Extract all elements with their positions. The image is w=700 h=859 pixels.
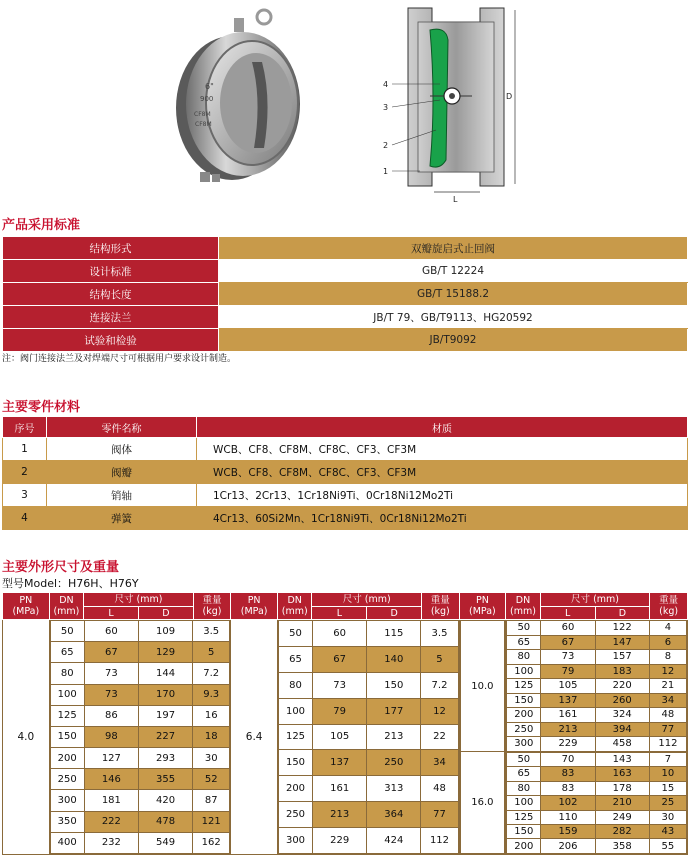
dn-cell: 65 <box>278 646 312 672</box>
weight-header-unit: (kg) <box>659 606 679 617</box>
dn-header-unit: (mm) <box>281 606 308 617</box>
standards-value: 双瓣旋启式止回阀 <box>219 237 688 260</box>
weight-cell: 10 <box>649 767 686 781</box>
l-cell: 127 <box>84 748 138 769</box>
pn-cell: 6.4 <box>231 620 278 855</box>
weight-cell: 15 <box>649 781 686 795</box>
l-cell: 137 <box>313 750 367 776</box>
l-cell: 73 <box>84 663 138 684</box>
dn-cell: 80 <box>507 650 541 665</box>
dn-cell: 80 <box>50 663 84 684</box>
dimensions-title: 主要外形尺寸及重量 <box>2 560 120 575</box>
table-row <box>3 260 688 283</box>
table-row <box>50 790 230 811</box>
weight-cell: 30 <box>649 810 686 824</box>
standards-label: 结构形式 <box>3 237 219 260</box>
weight-cell: 8 <box>649 650 686 665</box>
table-row <box>50 621 230 642</box>
table-row <box>460 752 505 854</box>
l-cell: 110 <box>541 810 595 824</box>
pn-header-unit: (MPa) <box>469 606 496 617</box>
table-row <box>507 708 687 723</box>
weight-cell: 3.5 <box>193 621 230 642</box>
d-cell: 178 <box>595 781 649 795</box>
standards-value: JB/T 79、GB/T9113、HG20592 <box>219 306 688 329</box>
pn-group-wrap <box>506 752 687 854</box>
d-cell: 109 <box>138 621 192 642</box>
weight-cell: 5 <box>421 646 458 672</box>
l-cell: 67 <box>84 642 138 663</box>
l-cell: 159 <box>541 824 595 838</box>
drawing-label-2: 2 <box>383 141 389 150</box>
valve-illustrations <box>0 0 700 205</box>
dn-cell: 150 <box>507 693 541 708</box>
d-cell: 478 <box>138 811 192 832</box>
table-body-row <box>3 620 688 855</box>
column-header-l: L <box>312 607 367 620</box>
weight-cell: 43 <box>649 824 686 838</box>
table-row <box>3 283 688 306</box>
weight-cell: 112 <box>649 737 686 752</box>
dn-cell: 350 <box>50 811 84 832</box>
weight-cell: 48 <box>421 776 458 802</box>
drawing-label-l: L <box>453 195 458 204</box>
column-header-d: D <box>138 607 193 620</box>
d-cell: 293 <box>138 748 192 769</box>
l-cell: 83 <box>541 767 595 781</box>
pn-group-rows <box>506 620 687 752</box>
dn-cell: 80 <box>278 672 312 698</box>
column-header-d: D <box>595 607 650 620</box>
table-row <box>3 438 688 461</box>
table-row <box>507 810 687 824</box>
d-cell: 249 <box>595 810 649 824</box>
table-row <box>507 737 687 752</box>
d-cell: 177 <box>367 698 421 724</box>
standards-value: GB/T 15188.2 <box>219 283 688 306</box>
dn-cell: 300 <box>278 828 312 854</box>
photo-mark-material-1: CF8M <box>194 111 211 118</box>
weight-cell: 9.3 <box>193 684 230 705</box>
weight-header: 重量 <box>659 595 679 606</box>
column-header-l: L <box>84 607 139 620</box>
d-cell: 144 <box>138 663 192 684</box>
weight-cell: 77 <box>421 802 458 828</box>
d-cell: 197 <box>138 705 192 726</box>
weight-header: 重量 <box>202 595 222 606</box>
dn-cell: 200 <box>507 708 541 723</box>
table-row <box>50 726 230 747</box>
part-no: 3 <box>3 484 47 507</box>
d-cell: 355 <box>138 769 192 790</box>
column-header-dn <box>49 593 84 620</box>
photo-mark-class: 900 <box>200 95 214 103</box>
dn-cell: 300 <box>507 737 541 752</box>
l-cell: 161 <box>313 776 367 802</box>
table-row <box>507 824 687 838</box>
dn-cell: 200 <box>278 776 312 802</box>
dn-header: DN <box>59 595 74 606</box>
d-cell: 358 <box>595 839 649 854</box>
l-cell: 73 <box>313 672 367 698</box>
dn-cell: 65 <box>50 642 84 663</box>
weight-cell: 48 <box>649 708 686 723</box>
d-cell: 183 <box>595 664 649 679</box>
pn-header: PN <box>475 595 489 606</box>
pn-header-unit: (MPa) <box>240 606 268 617</box>
table-row <box>50 769 230 790</box>
dn-cell: 150 <box>507 824 541 838</box>
dn-cell: 125 <box>278 724 312 750</box>
standards-label: 连接法兰 <box>3 306 219 329</box>
weight-cell: 18 <box>193 726 230 747</box>
d-cell: 220 <box>595 679 649 694</box>
dn-cell: 50 <box>278 621 312 647</box>
standards-value: JB/T9092 <box>219 329 688 352</box>
pn-header: PN <box>247 595 261 606</box>
pn-group-block <box>277 620 459 855</box>
column-header-size: 尺寸 (mm) <box>540 593 650 607</box>
pn-stack <box>459 620 506 855</box>
l-cell: 181 <box>84 790 138 811</box>
d-cell: 458 <box>595 737 649 752</box>
d-cell: 210 <box>595 796 649 810</box>
weight-cell: 30 <box>193 748 230 769</box>
table-row <box>460 621 505 752</box>
d-cell: 150 <box>367 672 421 698</box>
table-row <box>278 672 458 698</box>
d-cell: 129 <box>138 642 192 663</box>
l-cell: 73 <box>541 650 595 665</box>
drawing-label-d: D <box>506 92 513 101</box>
d-cell: 227 <box>138 726 192 747</box>
table-row <box>507 621 687 636</box>
l-cell: 60 <box>313 621 367 647</box>
table-row <box>3 507 688 530</box>
l-cell: 213 <box>541 722 595 737</box>
table-row <box>50 642 230 663</box>
d-cell: 313 <box>367 776 421 802</box>
table-row <box>3 306 688 329</box>
dn-cell: 125 <box>50 705 84 726</box>
table-row <box>507 796 687 810</box>
dn-cell: 150 <box>50 726 84 747</box>
weight-cell: 52 <box>193 769 230 790</box>
photo-mark-size: 6" <box>205 82 214 91</box>
section-drawing <box>392 8 515 192</box>
part-material: WCB、CF8、CF8M、CF8C、CF3、CF3M <box>197 461 688 484</box>
weight-cell: 12 <box>649 664 686 679</box>
part-material: WCB、CF8、CF8M、CF8C、CF3、CF3M <box>197 438 688 461</box>
l-cell: 206 <box>541 839 595 854</box>
d-cell: 250 <box>367 750 421 776</box>
column-header-no: 序号 <box>3 417 47 438</box>
pn-group-stack <box>506 620 687 854</box>
dn-cell: 100 <box>507 664 541 679</box>
table-row <box>3 484 688 507</box>
weight-cell: 6 <box>649 635 686 650</box>
table-row <box>278 828 458 854</box>
l-cell: 98 <box>84 726 138 747</box>
table-row <box>278 776 458 802</box>
column-header-pn <box>459 593 506 620</box>
dimensions-table <box>2 592 688 855</box>
weight-cell: 34 <box>649 693 686 708</box>
column-header-pn <box>3 593 50 620</box>
column-header-dn <box>277 593 312 620</box>
part-no: 2 <box>3 461 47 484</box>
d-cell: 324 <box>595 708 649 723</box>
dn-header: DN <box>515 595 531 606</box>
part-no: 4 <box>3 507 47 530</box>
table-row <box>507 752 687 766</box>
l-cell: 161 <box>541 708 595 723</box>
drawing-label-3: 3 <box>383 103 389 112</box>
dn-cell: 65 <box>507 767 541 781</box>
dn-cell: 50 <box>50 621 84 642</box>
d-cell: 282 <box>595 824 649 838</box>
l-cell: 60 <box>84 621 138 642</box>
l-cell: 213 <box>313 802 367 828</box>
d-cell: 115 <box>367 621 421 647</box>
weight-cell: 121 <box>193 811 230 832</box>
l-cell: 67 <box>313 646 367 672</box>
table-row <box>50 663 230 684</box>
table-row <box>278 750 458 776</box>
d-cell: 147 <box>595 635 649 650</box>
column-header-l: L <box>540 607 595 620</box>
pn-group-block <box>49 620 231 855</box>
table-row <box>3 329 688 352</box>
l-cell: 229 <box>313 828 367 854</box>
l-cell: 73 <box>84 684 138 705</box>
standards-note: 注：阀门连接法兰及对焊端尺寸可根据用户要求设计制造。 <box>2 354 237 364</box>
weight-cell: 22 <box>421 724 458 750</box>
valve-photo <box>176 10 300 182</box>
table-row <box>50 748 230 769</box>
l-cell: 83 <box>541 781 595 795</box>
dn-cell: 200 <box>507 839 541 854</box>
l-cell: 146 <box>84 769 138 790</box>
part-material: 1Cr13、2Cr13、1Cr18Ni9Ti、0Cr18Ni12Mo2Ti <box>197 484 688 507</box>
weight-cell: 162 <box>193 832 230 853</box>
d-cell: 213 <box>367 724 421 750</box>
pn-group-rows <box>278 620 459 854</box>
weight-cell: 7 <box>649 752 686 766</box>
part-material: 4Cr13、60Si2Mn、1Cr18Ni9Ti、0Cr18Ni12Mo2Ti <box>197 507 688 530</box>
l-cell: 229 <box>541 737 595 752</box>
column-header-material: 材质 <box>197 417 688 438</box>
column-header-size: 尺寸 (mm) <box>84 593 194 607</box>
d-cell: 260 <box>595 693 649 708</box>
l-cell: 105 <box>541 679 595 694</box>
dn-cell: 50 <box>507 752 541 766</box>
dn-cell: 125 <box>507 810 541 824</box>
column-header-weight <box>422 593 460 620</box>
table-row <box>507 693 687 708</box>
l-cell: 60 <box>541 621 595 636</box>
d-cell: 163 <box>595 767 649 781</box>
weight-cell: 34 <box>421 750 458 776</box>
dn-cell: 100 <box>507 796 541 810</box>
dn-cell: 150 <box>278 750 312 776</box>
weight-cell: 7.2 <box>193 663 230 684</box>
table-row <box>50 811 230 832</box>
column-header-part: 零件名称 <box>47 417 197 438</box>
l-cell: 70 <box>541 752 595 766</box>
standards-label: 试验和检验 <box>3 329 219 352</box>
column-header-pn <box>231 593 278 620</box>
pn-header-unit: (MPa) <box>12 606 40 617</box>
drawing-label-4: 4 <box>383 80 389 89</box>
weight-cell: 12 <box>421 698 458 724</box>
part-name: 弹簧 <box>47 507 197 530</box>
column-header-d: D <box>367 607 422 620</box>
table-row <box>50 832 230 853</box>
weight-cell: 21 <box>649 679 686 694</box>
table-row <box>278 621 458 647</box>
part-name: 阀瓣 <box>47 461 197 484</box>
column-header-weight <box>650 593 688 620</box>
dn-cell: 250 <box>278 802 312 828</box>
table-row <box>3 237 688 260</box>
standards-label: 结构长度 <box>3 283 219 306</box>
d-cell: 143 <box>595 752 649 766</box>
materials-table <box>2 416 688 530</box>
product-figures <box>0 0 700 205</box>
weight-cell: 16 <box>193 705 230 726</box>
model-line: 型号Model：H76H、H76Y <box>2 577 139 590</box>
table-row <box>50 705 230 726</box>
pn-group-block <box>506 620 688 855</box>
l-cell: 102 <box>541 796 595 810</box>
table-row <box>278 802 458 828</box>
l-cell: 67 <box>541 635 595 650</box>
table-row <box>507 781 687 795</box>
pn-cell: 4.0 <box>3 620 50 855</box>
table-row <box>507 635 687 650</box>
photo-mark-material-2: CF8M <box>195 121 212 128</box>
weight-header-unit: (kg) <box>202 606 222 617</box>
pn-cell: 16.0 <box>460 752 505 854</box>
dn-cell: 250 <box>50 769 84 790</box>
dn-cell: 400 <box>50 832 84 853</box>
weight-header: 重量 <box>430 595 450 606</box>
dn-header-unit: (mm) <box>53 606 80 617</box>
table-row <box>507 679 687 694</box>
standards-title: 产品采用标准 <box>2 218 81 233</box>
weight-cell: 5 <box>193 642 230 663</box>
materials-title: 主要零件材料 <box>2 400 81 415</box>
d-cell: 549 <box>138 832 192 853</box>
drawing-label-1: 1 <box>383 167 389 176</box>
l-cell: 137 <box>541 693 595 708</box>
table-row <box>507 839 687 854</box>
weight-cell: 77 <box>649 722 686 737</box>
column-header-weight <box>193 593 231 620</box>
table-row <box>278 698 458 724</box>
dn-cell: 300 <box>50 790 84 811</box>
table-row <box>50 684 230 705</box>
table-row <box>278 646 458 672</box>
weight-cell: 4 <box>649 621 686 636</box>
l-cell: 86 <box>84 705 138 726</box>
d-cell: 170 <box>138 684 192 705</box>
weight-cell: 87 <box>193 790 230 811</box>
dn-cell: 80 <box>507 781 541 795</box>
table-row <box>507 767 687 781</box>
pn-group-rows <box>506 752 687 854</box>
table-header-row <box>3 607 688 620</box>
table-row <box>507 650 687 665</box>
dn-cell: 50 <box>507 621 541 636</box>
table-row <box>3 461 688 484</box>
dn-header-unit: (mm) <box>510 606 536 617</box>
pn-header: PN <box>19 595 33 606</box>
weight-cell: 3.5 <box>421 621 458 647</box>
part-name: 销轴 <box>47 484 197 507</box>
table-row <box>278 724 458 750</box>
weight-cell: 55 <box>649 839 686 854</box>
l-cell: 105 <box>313 724 367 750</box>
dn-cell: 125 <box>507 679 541 694</box>
weight-cell: 112 <box>421 828 458 854</box>
table-row <box>507 664 687 679</box>
table-header-row <box>3 593 688 607</box>
standards-table <box>2 236 688 352</box>
pn-group-rows <box>50 620 231 854</box>
pn-stack-table <box>460 620 506 854</box>
dn-cell: 100 <box>278 698 312 724</box>
dn-cell: 250 <box>507 722 541 737</box>
part-name: 阀体 <box>47 438 197 461</box>
standards-value: GB/T 12224 <box>219 260 688 283</box>
l-cell: 222 <box>84 811 138 832</box>
part-no: 1 <box>3 438 47 461</box>
weight-header-unit: (kg) <box>430 606 450 617</box>
d-cell: 424 <box>367 828 421 854</box>
column-header-dn <box>506 593 541 620</box>
weight-cell: 7.2 <box>421 672 458 698</box>
table-row <box>507 722 687 737</box>
dn-cell: 65 <box>507 635 541 650</box>
pn-cell: 10.0 <box>460 621 505 752</box>
l-cell: 232 <box>84 832 138 853</box>
pn-group-wrap <box>506 620 687 752</box>
l-cell: 79 <box>541 664 595 679</box>
d-cell: 157 <box>595 650 649 665</box>
d-cell: 364 <box>367 802 421 828</box>
standards-label: 设计标准 <box>3 260 219 283</box>
d-cell: 394 <box>595 722 649 737</box>
d-cell: 140 <box>367 646 421 672</box>
d-cell: 122 <box>595 621 649 636</box>
d-cell: 420 <box>138 790 192 811</box>
column-header-size: 尺寸 (mm) <box>312 593 422 607</box>
dn-header: DN <box>287 595 302 606</box>
l-cell: 79 <box>313 698 367 724</box>
weight-cell: 25 <box>649 796 686 810</box>
dn-cell: 200 <box>50 748 84 769</box>
dn-cell: 100 <box>50 684 84 705</box>
table-header-row <box>3 417 688 438</box>
